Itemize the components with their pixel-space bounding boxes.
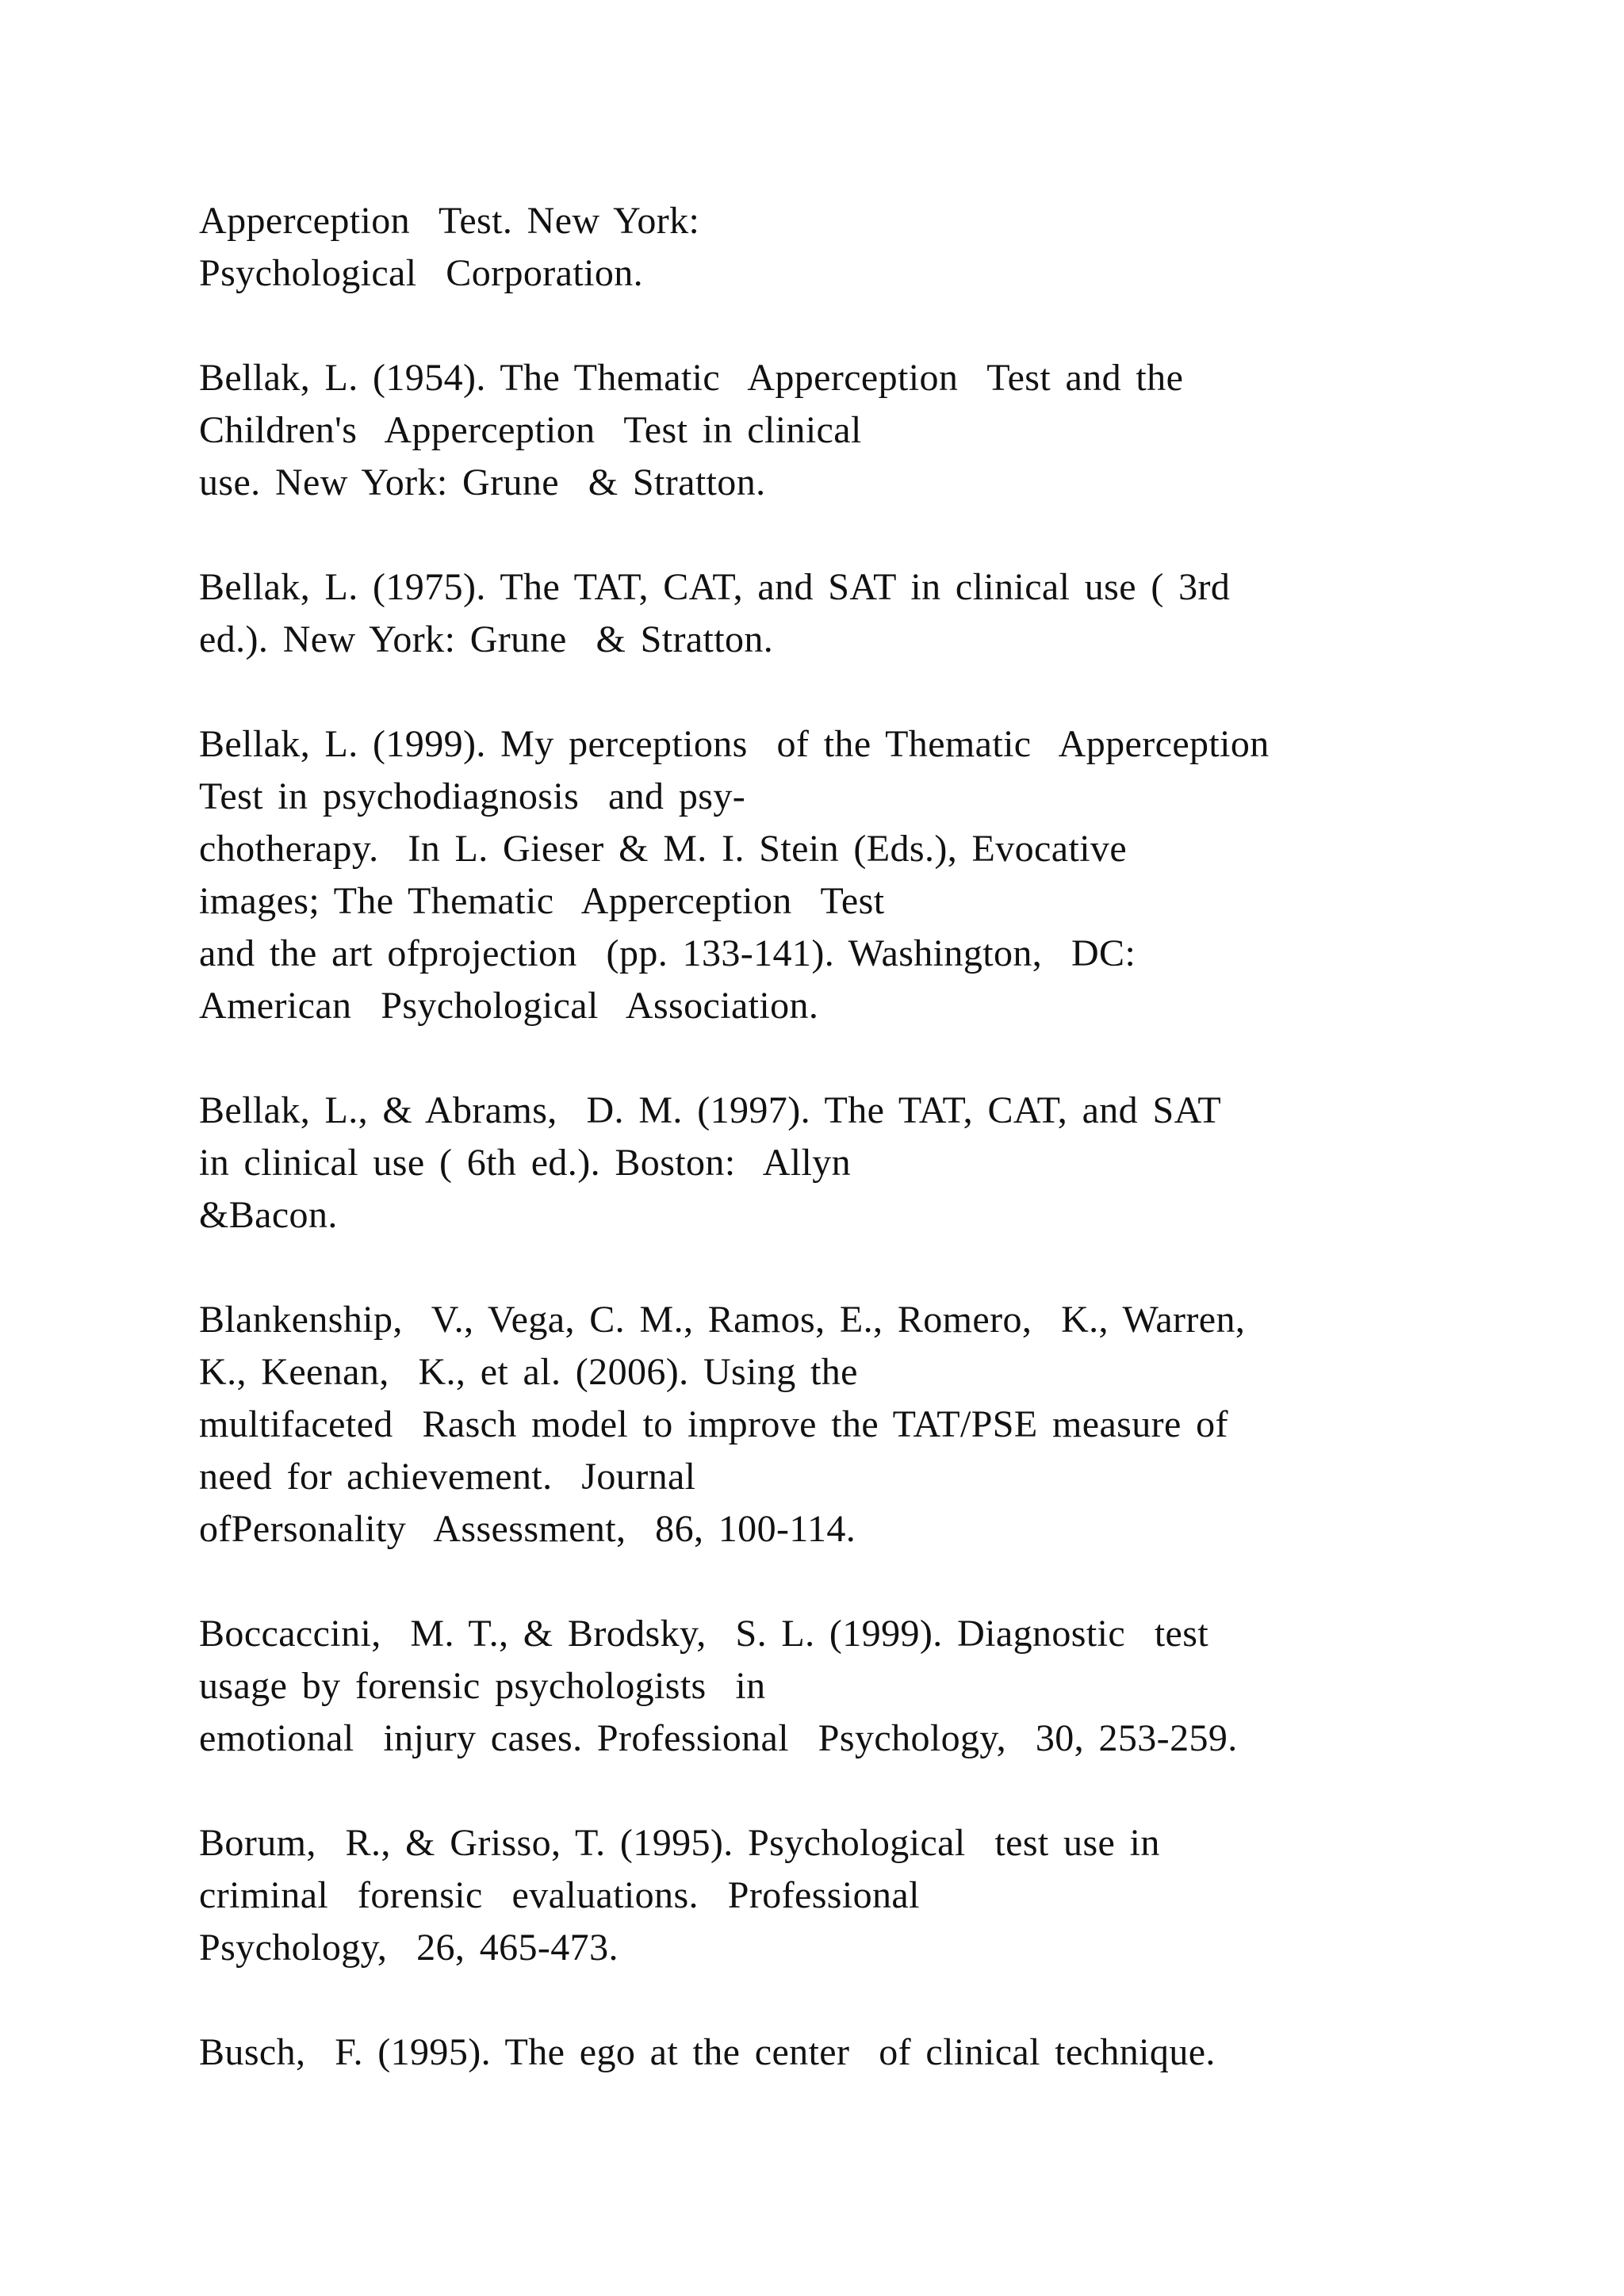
reference-entry [199, 1294, 1513, 1556]
reference-line: Bellak, L., & Abrams, D. M. (1997). The TAT, CAT, and SAT [199, 1089, 1222, 1131]
reference-line: emotional injury cases. Professional Psychology, 30, 253-259. [199, 1717, 1238, 1759]
reference-line: in clinical use ( 6th ed.). Boston: Allyn [199, 1142, 852, 1184]
reference-line: criminal forensic evaluations. Professional [199, 1874, 920, 1916]
reference-line: ed.). New York: Grune & Stratton. [199, 618, 774, 660]
reference-line: &Bacon. [199, 1194, 338, 1236]
reference-entry [199, 561, 1513, 666]
reference-entry [199, 195, 1513, 300]
reference-line: ofPersonality Assessment, 86, 100-114. [199, 1508, 856, 1550]
reference-line: images; The Thematic Apperception Test [199, 880, 885, 922]
reference-line: Blankenship, V., Vega, C. M., Ramos, E., Romero, K., Warren, [199, 1299, 1246, 1341]
reference-line: Busch, F. (1995). The ego at the center of clinical technique. [199, 2031, 1216, 2073]
reference-line: usage by forensic psychologists in [199, 1665, 766, 1707]
reference-line: Bellak, L. (1975). The TAT, CAT, and SAT in clinical use ( 3rd [199, 566, 1231, 608]
reference-line: need for achievement. Journal [199, 1456, 696, 1498]
reference-line: K., Keenan, K., et al. (2006). Using the [199, 1351, 858, 1393]
reference-line: Boccaccini, M. T., & Brodsky, S. L. (1999). Diagnostic test [199, 1613, 1209, 1655]
reference-line: and the art ofprojection (pp. 133-141). Washington, DC: [199, 932, 1136, 974]
reference-line: Bellak, L. (1954). The Thematic Apperception Test and the [199, 357, 1184, 399]
reference-line: American Psychological Association. [199, 985, 819, 1027]
reference-line: Bellak, L. (1999). My perceptions of the Thematic Apperception [199, 723, 1270, 765]
reference-entry [199, 352, 1513, 509]
reference-line: Children's Apperception Test in clinical [199, 409, 862, 451]
reference-line: use. New York: Grune & Stratton. [199, 461, 766, 503]
reference-line: multifaceted Rasch model to improve the TAT/PSE measure of [199, 1403, 1228, 1445]
reference-entry [199, 1608, 1513, 1765]
reference-entry [199, 2026, 1513, 2079]
reference-line: chotherapy. In L. Gieser & M. I. Stein (Eds.), Evocative [199, 828, 1128, 870]
reference-line: Apperception Test. New York: [199, 200, 700, 242]
reference-line: Psychological Corporation. [199, 252, 644, 294]
reference-line: Psychology, 26, 465-473. [199, 1927, 619, 1969]
reference-line: Borum, R., & Grisso, T. (1995). Psychological test use in [199, 1822, 1160, 1864]
reference-entry [199, 1817, 1513, 1974]
reference-entry [199, 718, 1513, 1032]
reference-line: Test in psychodiagnosis and psy- [199, 775, 746, 817]
reference-entry [199, 1085, 1513, 1242]
